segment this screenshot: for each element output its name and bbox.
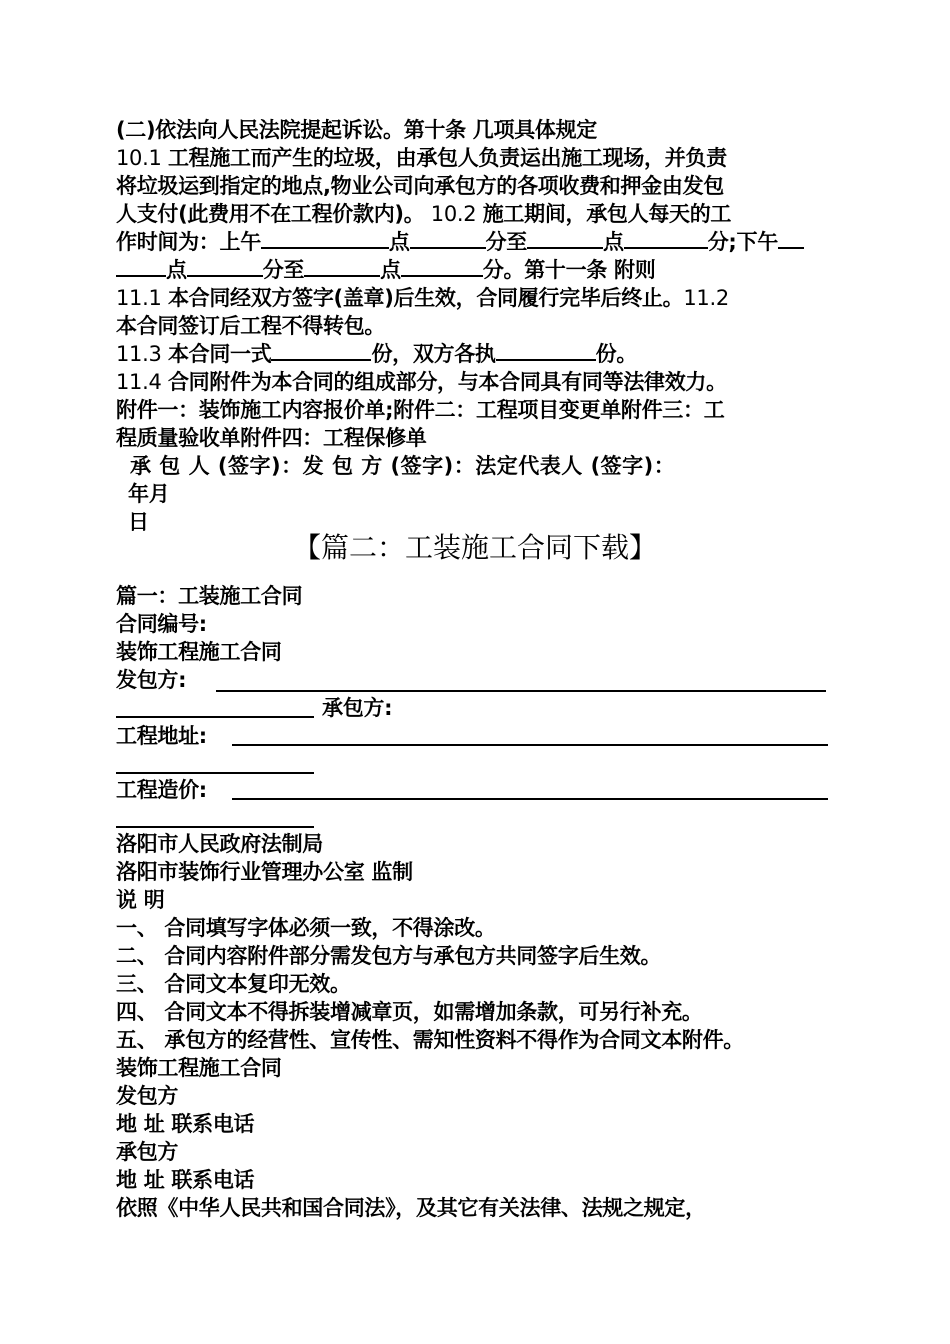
text-line: 11.1 本合同经双方签字(盖章)后生效，合同履行完毕后终止。11.2 <box>116 286 729 310</box>
blank-field[interactable] <box>778 229 804 249</box>
employer-field-continued[interactable] <box>116 716 314 718</box>
text-line: 三、 合同文本复印无效。 <box>116 972 351 996</box>
project-address-field[interactable] <box>232 744 828 746</box>
text-line: 11.4 合同附件为本合同的组成部分，与本合同具有同等法律效力。 <box>116 370 727 394</box>
project-address-field-continued[interactable] <box>116 772 314 774</box>
text-line: 地 址 联系电话 <box>116 1168 255 1192</box>
blank-field[interactable] <box>496 341 596 361</box>
employer-field[interactable] <box>216 690 826 692</box>
work-hours-line: 作时间为：上午 点 分至 点 分;下午 <box>116 228 836 256</box>
text-line: 洛阳市装饰行业管理办公室 监制 <box>116 860 413 884</box>
employer-label: 发包方: <box>116 668 187 692</box>
blank-field[interactable] <box>187 257 263 277</box>
text-line: 本合同签订后工程不得转包。 <box>116 314 386 338</box>
section-heading: 【篇二：工装施工合同下载】 <box>292 531 657 564</box>
text-line: 承包方 <box>116 1140 179 1164</box>
text-line: 五、 承包方的经营性、宣传性、需知性资料不得作为合同文本附件。 <box>116 1028 745 1052</box>
blank-field[interactable] <box>527 229 603 249</box>
text-line: (二)依法向人民法院提起诉讼。第十条 几项具体规定 <box>116 118 598 142</box>
text-line: 地 址 联系电话 <box>116 1112 255 1136</box>
date-line: 年月 <box>128 482 170 506</box>
signature-line: 承 包 人 (签字)：发 包 方 (签字)：法定代表人 (签字)： <box>130 454 676 478</box>
project-cost-label: 工程造价: <box>116 778 207 802</box>
blank-field[interactable] <box>624 229 708 249</box>
project-cost-field-continued[interactable] <box>116 826 314 828</box>
text-line: 二、 合同内容附件部分需发包方与承包方共同签字后生效。 <box>116 944 662 968</box>
text-line: 洛阳市人民政府法制局 <box>116 832 323 856</box>
date-line: 日 <box>128 510 149 534</box>
project-cost-field[interactable] <box>232 798 828 800</box>
copies-line: 11.3 本合同一式 份，双方各执 份。 <box>116 342 638 366</box>
blank-field[interactable] <box>304 257 380 277</box>
work-hours-line: 点 分至 点 分。第十一条 附则 <box>116 256 836 284</box>
text-line: 附件一：装饰施工内容报价单;附件二：工程项目变更单附件三：工 <box>116 398 725 422</box>
blank-field[interactable] <box>401 257 483 277</box>
blank-field[interactable] <box>271 341 371 361</box>
blank-field[interactable] <box>410 229 486 249</box>
text-line: 装饰工程施工合同 <box>116 1056 282 1080</box>
text-line: 程质量验收单附件四：工程保修单 <box>116 426 427 450</box>
text-line: 一、 合同填写字体必须一致，不得涂改。 <box>116 916 496 940</box>
contract-number-label: 合同编号: <box>116 612 207 636</box>
text-line: 将垃圾运到指定的地点,物业公司向承包方的各项收费和押金由发包 <box>116 174 724 198</box>
text-line: 10.1 工程施工而产生的垃圾，由承包人负责运出施工现场，并负责 <box>116 146 727 170</box>
contractor-label: 承包方: <box>322 696 393 720</box>
text-line: 人支付(此费用不在工程价款内)。 10.2 施工期间，承包人每天的工 <box>116 202 732 226</box>
project-address-label: 工程地址: <box>116 724 207 748</box>
text-line: 四、 合同文本不得拆装增减章页，如需增加条款，可另行补充。 <box>116 1000 703 1024</box>
text-line: 依照《中华人民共和国合同法》，及其它有关法律、法规之规定， <box>116 1196 706 1220</box>
text-line: 说 明 <box>116 888 165 912</box>
text-line: 发包方 <box>116 1084 179 1108</box>
blank-field[interactable] <box>261 229 389 249</box>
text-line: 装饰工程施工合同 <box>116 640 282 664</box>
blank-field[interactable] <box>116 257 166 277</box>
text-line: 篇一：工装施工合同 <box>116 584 303 608</box>
